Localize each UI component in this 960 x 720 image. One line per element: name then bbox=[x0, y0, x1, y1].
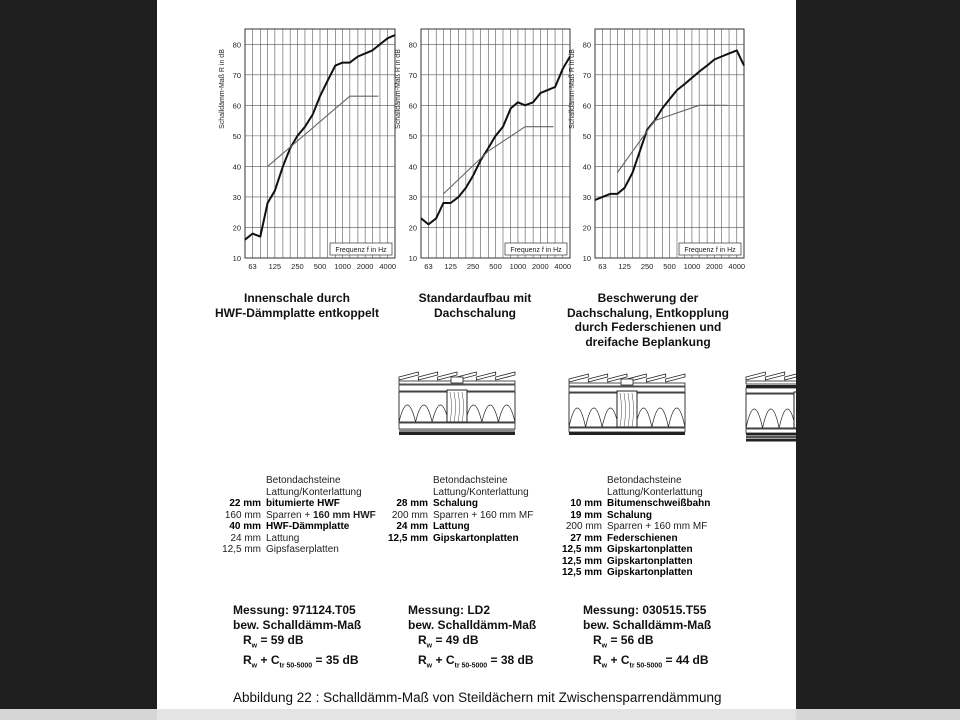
panel-3-title-line: Dachschalung, Entkopplung bbox=[566, 305, 729, 320]
layer-row bbox=[560, 510, 710, 522]
layer-name: Lattung/Konterlattung bbox=[266, 486, 362, 498]
gypsum-board bbox=[399, 432, 515, 435]
layer-row bbox=[560, 567, 710, 579]
x-tick-label: 1000 bbox=[683, 262, 701, 271]
rwctr-value: = 44 dB bbox=[665, 653, 709, 668]
y-tick-label: 40 bbox=[582, 162, 591, 172]
batten-layer bbox=[399, 429, 515, 432]
y-tick-label: 70 bbox=[232, 70, 241, 80]
roof-tile bbox=[765, 372, 784, 380]
chart-1 bbox=[219, 29, 396, 271]
layer-row bbox=[386, 487, 533, 499]
y-tick-label: 70 bbox=[408, 70, 417, 80]
page-bottom-strip bbox=[157, 709, 796, 720]
layer-name: HWF-Dämmplatte bbox=[266, 521, 350, 532]
y-tick-label: 70 bbox=[582, 70, 591, 80]
x-tick-label: 250 bbox=[640, 262, 654, 271]
layer-row bbox=[219, 544, 376, 556]
document-page bbox=[157, 0, 796, 720]
panel-3-title-line: Beschwerung der bbox=[597, 291, 699, 305]
layer-thickness: 40 mm bbox=[229, 521, 261, 532]
x-axis-label: Frequenz f in Hz bbox=[335, 247, 387, 254]
layer-row bbox=[560, 475, 710, 487]
layer-name: Betondachsteine bbox=[433, 475, 508, 486]
layer-name: Sparren + 160 mm MF bbox=[433, 509, 534, 521]
roof-section-drawing bbox=[569, 374, 685, 435]
y-tick-label: 20 bbox=[582, 223, 591, 233]
panel-1-title-line: Innenschale durch bbox=[243, 291, 351, 305]
rw-symbol: R bbox=[243, 633, 252, 647]
y-tick-label: 20 bbox=[232, 223, 241, 233]
rw-value: = 59 dB bbox=[260, 633, 304, 647]
y-tick-label: 40 bbox=[408, 162, 417, 172]
panel-1-title-line: HWF-Dämmplatte entkoppelt bbox=[214, 305, 379, 320]
layer-name: Gipskartonplatten bbox=[607, 567, 693, 578]
layer-name: Gipskartonplatten bbox=[607, 544, 693, 555]
rw-symbol: R bbox=[418, 633, 427, 647]
x-tick-label: 250 bbox=[466, 262, 480, 271]
layer-thickness: 200 mm bbox=[565, 521, 602, 532]
panel-3-title-line: durch Federschienen und bbox=[574, 320, 722, 334]
panel-1-measurement bbox=[233, 603, 361, 674]
panel-2-title-line: Standardaufbau mit bbox=[418, 291, 532, 305]
rwctr-value: = 35 dB bbox=[315, 653, 359, 668]
chart-3 bbox=[569, 29, 745, 271]
x-tick-label: 500 bbox=[489, 262, 502, 271]
x-tick-label: 1000 bbox=[509, 262, 527, 271]
y-tick-label: 50 bbox=[232, 131, 241, 141]
gypsum-board bbox=[746, 439, 796, 442]
figure-caption: Abbildung 22 : Schalldämm-Maß von Steildächern mit Zwischensparrendämmung bbox=[233, 690, 722, 705]
layer-name: Lattung/Konterlattung bbox=[607, 486, 703, 498]
layer-thickness: 160 mm bbox=[224, 509, 261, 521]
layer-name: Schalung bbox=[433, 498, 479, 509]
x-tick-label: 125 bbox=[618, 262, 631, 271]
x-tick-label: 63 bbox=[598, 262, 607, 271]
layer-name: Lattung bbox=[266, 532, 300, 544]
gypsum-board bbox=[746, 436, 796, 439]
roof-tile bbox=[496, 372, 515, 380]
x-tick-label: 63 bbox=[248, 262, 257, 271]
panel-2-layer-list bbox=[386, 475, 533, 544]
rafter bbox=[617, 391, 637, 427]
x-tick-label: 500 bbox=[313, 262, 327, 271]
x-tick-label: 2000 bbox=[706, 262, 723, 271]
panel-3-title bbox=[548, 291, 748, 349]
layer-name-part: Sparren + bbox=[266, 509, 313, 521]
roof-tile bbox=[418, 372, 437, 380]
x-tick-label: 2000 bbox=[356, 262, 374, 271]
roof-tile bbox=[785, 372, 796, 380]
layer-thickness: 12,5 mm bbox=[561, 567, 602, 578]
roof-section-drawing bbox=[399, 372, 515, 435]
layer-name-part: 160 mm HWF bbox=[312, 509, 376, 521]
measurement-id: Messung: 971124.T05 bbox=[233, 603, 356, 617]
layer-row bbox=[560, 533, 710, 545]
panel-3-measurement bbox=[583, 603, 711, 674]
layer-thickness bbox=[560, 475, 602, 487]
y-tick-label: 80 bbox=[408, 40, 417, 50]
roof-tile bbox=[666, 374, 685, 382]
layer-thickness bbox=[219, 487, 261, 499]
layer-row bbox=[386, 510, 533, 522]
panel-3-layer-list bbox=[560, 475, 710, 579]
roof-tile bbox=[569, 374, 588, 382]
y-tick-label: 50 bbox=[582, 131, 591, 141]
y-tick-label: 80 bbox=[582, 40, 591, 50]
rw-sub: w bbox=[601, 642, 608, 650]
y-tick-label: 30 bbox=[408, 192, 417, 202]
x-tick-label: 4000 bbox=[379, 262, 397, 271]
rating-label: bew. Schalldämm-Maß bbox=[583, 618, 712, 632]
y-tick-label: 30 bbox=[232, 192, 241, 202]
rw-value-line bbox=[233, 633, 361, 653]
layer-thickness: 12,5 mm bbox=[561, 555, 602, 567]
bitumen-membrane bbox=[746, 385, 796, 388]
layer-row bbox=[386, 533, 533, 545]
sheathing-board bbox=[746, 388, 796, 393]
rw-symbol: R bbox=[593, 633, 602, 647]
rating-label: bew. Schalldämm-Maß bbox=[408, 618, 537, 632]
gypsum-board bbox=[746, 433, 796, 436]
rwctr-value-line: $R_w + C_{tr 50-5000} = 44$ dB bbox=[593, 653, 709, 670]
y-tick-label: 20 bbox=[408, 223, 417, 233]
x-tick-label: 4000 bbox=[728, 262, 746, 271]
rw-sub: w bbox=[251, 642, 258, 650]
layer-thickness: 12,5 mm bbox=[222, 544, 261, 555]
layer-thickness: 10 mm bbox=[570, 498, 602, 509]
layer-row bbox=[386, 521, 533, 533]
rwctr-value: = 38 dB bbox=[490, 653, 534, 668]
y-tick-label: 60 bbox=[232, 101, 241, 111]
rafter bbox=[447, 390, 467, 422]
y-axis-label: Schalldämm-Maß R in dB bbox=[395, 49, 402, 129]
fibreboard-layer bbox=[399, 423, 515, 429]
rw-sub: w bbox=[426, 662, 433, 670]
layer-name: Gipskartonplatten bbox=[433, 532, 519, 544]
layer-name bbox=[261, 510, 376, 522]
layer-thickness: 24 mm bbox=[230, 532, 261, 544]
layer-thickness bbox=[219, 475, 261, 487]
x-tick-label: 250 bbox=[291, 262, 304, 271]
layer-name: Schalung bbox=[607, 509, 653, 521]
rw-value: = 49 dB bbox=[435, 633, 479, 647]
layer-thickness bbox=[386, 487, 428, 499]
y-tick-label: 60 bbox=[582, 101, 591, 111]
measurement-id: Messung: 030515.T55 bbox=[583, 603, 707, 617]
rw-value: = 56 dB bbox=[610, 633, 654, 647]
x-axis-label: Frequenz f in Hz bbox=[684, 247, 736, 254]
layer-row bbox=[219, 475, 376, 487]
x-tick-label: 63 bbox=[424, 262, 433, 271]
layer-row bbox=[219, 521, 376, 533]
ctr-sub: tr 50-5000 bbox=[454, 662, 488, 670]
layer-name: Gipsfaserplatten bbox=[266, 544, 339, 555]
layer-row bbox=[386, 498, 533, 510]
layer-thickness: 12,5 mm bbox=[561, 544, 602, 555]
y-axis-label: Schalldämm-Maß R in dB bbox=[219, 49, 226, 129]
layer-name: Federschienen bbox=[607, 532, 678, 544]
layer-name: Gipskartonplatten bbox=[607, 555, 693, 567]
layer-thickness: 22 mm bbox=[229, 498, 261, 509]
y-tick-label: 40 bbox=[232, 162, 241, 172]
ctr-symbol: C bbox=[445, 653, 455, 668]
rw-value-line bbox=[583, 633, 711, 653]
ctr-sub: tr 50-5000 bbox=[279, 662, 313, 670]
x-tick-label: 1000 bbox=[334, 262, 351, 271]
rw-symbol: R bbox=[418, 653, 427, 668]
layer-thickness: 24 mm bbox=[396, 521, 428, 532]
layer-name: Betondachsteine bbox=[266, 475, 341, 486]
panel-2-measurement bbox=[408, 603, 536, 674]
ctr-sub: tr 50-5000 bbox=[629, 662, 663, 670]
layer-row bbox=[560, 498, 710, 510]
layer-thickness bbox=[560, 487, 602, 499]
panel-2-title-line: Dachschalung bbox=[433, 305, 517, 320]
gypsum-board bbox=[569, 432, 685, 435]
roof-tile bbox=[476, 372, 495, 380]
x-tick-label: 500 bbox=[663, 262, 676, 271]
rw-symbol: R bbox=[243, 653, 252, 668]
layer-row bbox=[386, 475, 533, 487]
measurement-id: Messung: LD2 bbox=[408, 603, 491, 617]
layer-thickness: 12,5 mm bbox=[387, 532, 428, 544]
layer-name: Lattung bbox=[433, 521, 470, 532]
x-tick-label: 4000 bbox=[554, 262, 572, 271]
rw-sub: w bbox=[251, 662, 258, 670]
ctr-symbol: C bbox=[620, 653, 630, 668]
rwctr-value-line: $R_w + C_{tr 50-5000} = 38$ dB bbox=[418, 653, 534, 670]
roof-section-drawing bbox=[746, 372, 796, 442]
batten bbox=[451, 377, 463, 383]
layer-row bbox=[560, 556, 710, 568]
panel-1-title bbox=[197, 291, 397, 320]
layer-thickness: 19 mm bbox=[570, 509, 602, 521]
y-tick-label: 50 bbox=[408, 131, 417, 141]
rw-sub: w bbox=[601, 662, 608, 670]
x-axis-label: Frequenz f in Hz bbox=[510, 247, 562, 254]
y-tick-label: 80 bbox=[232, 40, 241, 50]
layer-name: Sparren + 160 mm MF bbox=[607, 521, 708, 532]
rw-sub: w bbox=[426, 642, 433, 650]
panel-2-title bbox=[375, 291, 575, 320]
x-tick-label: 125 bbox=[444, 262, 457, 271]
batten bbox=[621, 379, 633, 385]
layer-row bbox=[219, 533, 376, 545]
layer-thickness: 200 mm bbox=[391, 509, 428, 521]
panel-3-title-line: dreifache Beplankung bbox=[585, 334, 711, 349]
counter-batten bbox=[746, 381, 796, 384]
layer-row bbox=[560, 521, 710, 533]
roof-tile bbox=[399, 372, 418, 380]
roof-tile bbox=[588, 374, 607, 382]
layer-thickness bbox=[386, 475, 428, 487]
layer-row bbox=[560, 544, 710, 556]
chart-2 bbox=[395, 29, 571, 271]
roof-tile bbox=[646, 374, 665, 382]
batten-layer bbox=[569, 428, 685, 432]
x-tick-label: 2000 bbox=[532, 262, 549, 271]
insulation-layer bbox=[746, 394, 796, 428]
ctr-symbol: C bbox=[270, 653, 280, 668]
rwctr-value-line: $R_w + C_{tr 50-5000} = 35$ dB bbox=[243, 653, 359, 670]
layer-name: Bitumenschweißbahn bbox=[607, 498, 711, 509]
y-tick-label: 10 bbox=[232, 254, 241, 263]
y-tick-label: 10 bbox=[408, 254, 417, 263]
layer-row bbox=[219, 498, 376, 510]
layer-name: Betondachsteine bbox=[607, 475, 682, 486]
y-tick-label: 10 bbox=[582, 254, 591, 263]
roof-tile bbox=[746, 372, 765, 380]
rw-value-line bbox=[408, 633, 536, 653]
layer-row bbox=[560, 487, 710, 499]
y-tick-label: 60 bbox=[408, 101, 417, 111]
layer-thickness: 27 mm bbox=[570, 532, 602, 544]
rating-label: bew. Schalldämm-Maß bbox=[233, 618, 362, 632]
rw-symbol: R bbox=[593, 653, 602, 668]
layer-row bbox=[219, 510, 376, 522]
layer-name: Lattung/Konterlattung bbox=[433, 486, 529, 498]
rafter bbox=[794, 392, 796, 428]
layer-row bbox=[219, 487, 376, 499]
x-tick-label: 125 bbox=[268, 262, 282, 271]
y-tick-label: 30 bbox=[582, 192, 591, 202]
y-axis-label: Schalldämm-Maß R in dB bbox=[569, 49, 576, 129]
resilient-channel bbox=[746, 429, 796, 433]
layer-name: bitumierte HWF bbox=[266, 498, 340, 509]
layer-thickness: 28 mm bbox=[396, 498, 428, 509]
panel-1-layer-list bbox=[219, 475, 376, 556]
